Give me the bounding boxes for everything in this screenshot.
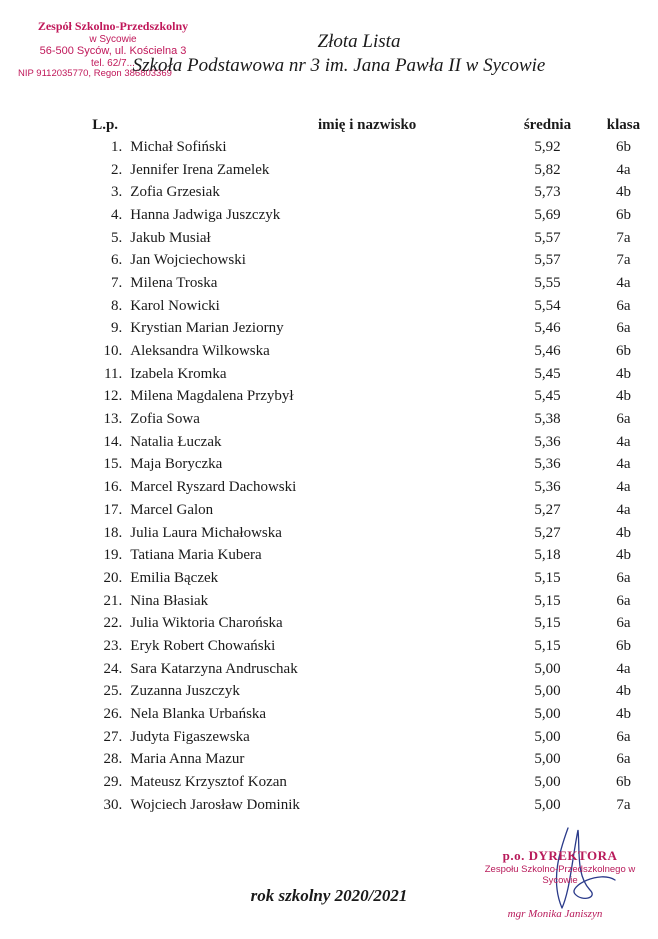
row-number: 5.	[111, 229, 123, 246]
class-name: 4a	[616, 479, 631, 496]
row-number: 15.	[103, 456, 123, 473]
student-name: Zofia Sowa	[130, 411, 200, 428]
row-number: 28.	[103, 751, 123, 768]
table-header-row	[82, 114, 658, 136]
grade-average: 5,69	[534, 206, 561, 223]
student-name: Natalia Łuczak	[130, 433, 222, 450]
table-row	[82, 318, 658, 341]
class-name: 4b	[615, 547, 631, 564]
row-number: 7.	[111, 274, 123, 291]
grade-average: 5,82	[534, 161, 561, 178]
class-name: 4b	[615, 524, 631, 541]
column-header-class: klasa	[606, 116, 641, 133]
class-name: 6b	[615, 774, 631, 791]
grade-average: 5,27	[534, 501, 561, 518]
grade-average: 5,55	[534, 274, 561, 291]
table-row	[82, 227, 658, 250]
class-name: 6b	[615, 138, 631, 155]
class-name: 6a	[616, 569, 631, 586]
table-row	[82, 249, 658, 272]
school-name: Szkoła Podstawowa nr 3 im. Jana Pawła II w Sycowie	[132, 54, 546, 76]
table-row	[82, 726, 658, 749]
class-name: 6a	[616, 728, 631, 745]
table-row	[82, 159, 658, 182]
grade-average: 5,00	[534, 706, 561, 723]
student-name: Zofia Grzesiak	[130, 184, 220, 201]
row-number: 8.	[111, 297, 123, 314]
class-name: 4b	[615, 365, 631, 382]
class-name: 4b	[615, 683, 631, 700]
grade-average: 5,15	[534, 569, 561, 586]
table-row	[82, 749, 658, 772]
grade-average: 5,00	[534, 796, 561, 813]
table-row	[82, 499, 658, 522]
student-name: Julia Wiktoria Charońska	[130, 615, 283, 632]
table-row	[82, 681, 658, 704]
class-name: 4b	[615, 388, 631, 405]
grade-average: 5,00	[534, 728, 561, 745]
student-name: Izabela Kromka	[130, 365, 227, 382]
row-number: 19.	[103, 547, 123, 564]
class-name: 4a	[616, 501, 631, 518]
row-number: 10.	[103, 343, 123, 360]
stamp-school-name: Zespół Szkolno-Przedszkolny	[37, 19, 189, 33]
student-name: Eryk Robert Chowański	[130, 637, 276, 654]
class-name: 7a	[616, 796, 631, 813]
grade-average: 5,15	[534, 592, 561, 609]
row-number: 2.	[111, 161, 123, 178]
class-name: 6b	[615, 343, 631, 360]
document-header	[60, 30, 658, 78]
grade-average: 5,00	[534, 774, 561, 791]
row-number: 27.	[103, 728, 123, 745]
grade-average: 5,00	[534, 660, 561, 677]
class-name: 6b	[615, 206, 631, 223]
honor-roll-table	[82, 114, 658, 817]
document-title: Złota Lista	[317, 31, 401, 52]
student-name: Tatiana Maria Kubera	[130, 547, 262, 564]
row-number: 26.	[103, 706, 123, 723]
table-row	[82, 295, 658, 318]
table-row	[82, 771, 658, 794]
table-row	[82, 408, 658, 431]
table-row	[82, 703, 658, 726]
stamp-phone: tel. 62/7...	[91, 57, 135, 69]
grade-average: 5,38	[534, 411, 561, 428]
grade-average: 5,36	[534, 479, 561, 496]
row-number: 20.	[103, 569, 123, 586]
student-name: Judyta Figaszewska	[130, 728, 250, 745]
class-name: 4b	[615, 184, 631, 201]
class-name: 6a	[616, 615, 631, 632]
class-name: 6b	[615, 637, 631, 654]
table-row	[82, 431, 658, 454]
grade-average: 5,54	[534, 297, 561, 314]
grade-average: 5,27	[534, 524, 561, 541]
row-number: 18.	[103, 524, 123, 541]
student-name: Nela Blanka Urbańska	[130, 706, 267, 723]
row-number: 1.	[111, 138, 123, 155]
class-name: 6a	[616, 592, 631, 609]
class-name: 4a	[616, 660, 631, 677]
student-name: Michał Sofiński	[130, 138, 227, 155]
table-row	[82, 386, 658, 409]
student-name: Nina Błasiak	[130, 592, 209, 609]
grade-average: 5,46	[534, 343, 561, 360]
class-name: 4a	[616, 274, 631, 291]
student-name: Krystian Marian Jeziorny	[130, 320, 284, 337]
student-name: Aleksandra Wilkowska	[130, 343, 270, 360]
table-row	[82, 476, 658, 499]
grade-average: 5,46	[534, 320, 561, 337]
class-name: 6a	[616, 411, 631, 428]
table-row	[82, 204, 658, 227]
class-name: 4a	[616, 456, 631, 473]
row-number: 4.	[111, 206, 123, 223]
row-number: 21.	[103, 592, 123, 609]
class-name: 6a	[616, 320, 631, 337]
student-name: Marcel Ryszard Dachowski	[130, 479, 297, 496]
student-name: Julia Laura Michałowska	[130, 524, 282, 541]
class-name: 4a	[616, 433, 631, 450]
table-body	[82, 136, 658, 817]
table-row	[82, 567, 658, 590]
student-name: Emilia Bączek	[130, 569, 219, 586]
table-row	[82, 544, 658, 567]
student-name: Jakub Musiał	[130, 229, 211, 246]
table-row	[82, 522, 658, 545]
student-name: Karol Nowicki	[130, 297, 220, 314]
row-number: 12.	[103, 388, 123, 405]
table-row	[82, 658, 658, 681]
student-name: Maja Boryczka	[130, 456, 223, 473]
grade-average: 5,57	[534, 229, 561, 246]
table-row	[82, 340, 658, 363]
school-year: rok szkolny 2020/2021	[250, 886, 408, 905]
student-name: Milena Troska	[130, 274, 218, 291]
grade-average: 5,36	[534, 433, 561, 450]
class-name: 4a	[616, 161, 631, 178]
row-number: 23.	[103, 637, 123, 654]
column-header-name: imię i nazwisko	[317, 116, 417, 133]
grade-average: 5,00	[534, 751, 561, 768]
class-name: 6a	[616, 297, 631, 314]
stamp-location: w Sycowie	[89, 33, 137, 45]
table-row	[82, 454, 658, 477]
class-name: 7a	[616, 252, 631, 269]
student-name: Jennifer Irena Zamelek	[130, 161, 270, 178]
student-name: Sara Katarzyna Andruschak	[130, 660, 298, 677]
grade-average: 5,18	[534, 547, 561, 564]
table-row	[82, 363, 658, 386]
student-name: Hanna Jadwiga Juszczyk	[130, 206, 281, 223]
grade-average: 5,73	[534, 184, 561, 201]
director-stamp	[470, 848, 650, 922]
table-row	[82, 794, 658, 817]
student-name: Zuzanna Juszczyk	[130, 683, 240, 700]
table-row	[82, 590, 658, 613]
row-number: 14.	[103, 433, 123, 450]
grade-average: 5,00	[534, 683, 561, 700]
student-name: Jan Wojciechowski	[130, 252, 246, 269]
class-name: 4b	[615, 706, 631, 723]
row-number: 9.	[111, 320, 123, 337]
class-name: 6a	[616, 751, 631, 768]
grade-average: 5,15	[534, 637, 561, 654]
column-header-average: średnia	[523, 116, 572, 133]
student-name: Maria Anna Mazur	[130, 751, 245, 768]
grade-average: 5,92	[534, 138, 561, 155]
row-number: 17.	[103, 501, 123, 518]
table-row	[82, 136, 658, 159]
table-row	[82, 181, 658, 204]
table-row	[82, 272, 658, 295]
column-header-lp: L.p.	[92, 116, 119, 133]
row-number: 29.	[103, 774, 123, 791]
table-row	[82, 635, 658, 658]
row-number: 16.	[103, 479, 123, 496]
student-name: Milena Magdalena Przybył	[130, 388, 294, 405]
stamp-nip-regon: NIP 9112035770, Regon 386803369	[18, 68, 172, 80]
grade-average: 5,15	[534, 615, 561, 632]
director-organization: Zespołu Szkolno-Przedszkolnego w Sycowie	[484, 863, 636, 886]
director-title: p.o. DYREKTORA	[502, 848, 618, 863]
student-name: Mateusz Krzysztof Kozan	[130, 774, 287, 791]
row-number: 3.	[111, 184, 123, 201]
row-number: 11.	[104, 365, 123, 382]
director-name: mgr Monika Janiszyn	[507, 908, 603, 921]
table-row	[82, 612, 658, 635]
grade-average: 5,57	[534, 252, 561, 269]
row-number: 22.	[103, 615, 123, 632]
grade-average: 5,45	[534, 365, 561, 382]
student-name: Marcel Galon	[130, 501, 214, 518]
row-number: 24.	[103, 660, 123, 677]
grade-average: 5,45	[534, 388, 561, 405]
row-number: 30.	[103, 796, 123, 813]
row-number: 6.	[111, 252, 123, 269]
row-number: 13.	[103, 411, 123, 428]
grade-average: 5,36	[534, 456, 561, 473]
class-name: 7a	[616, 229, 631, 246]
student-name: Wojciech Jarosław Dominik	[130, 796, 300, 813]
row-number: 25.	[103, 683, 123, 700]
stamp-address: 56-500 Syców, ul. Kościelna 3	[39, 45, 187, 58]
